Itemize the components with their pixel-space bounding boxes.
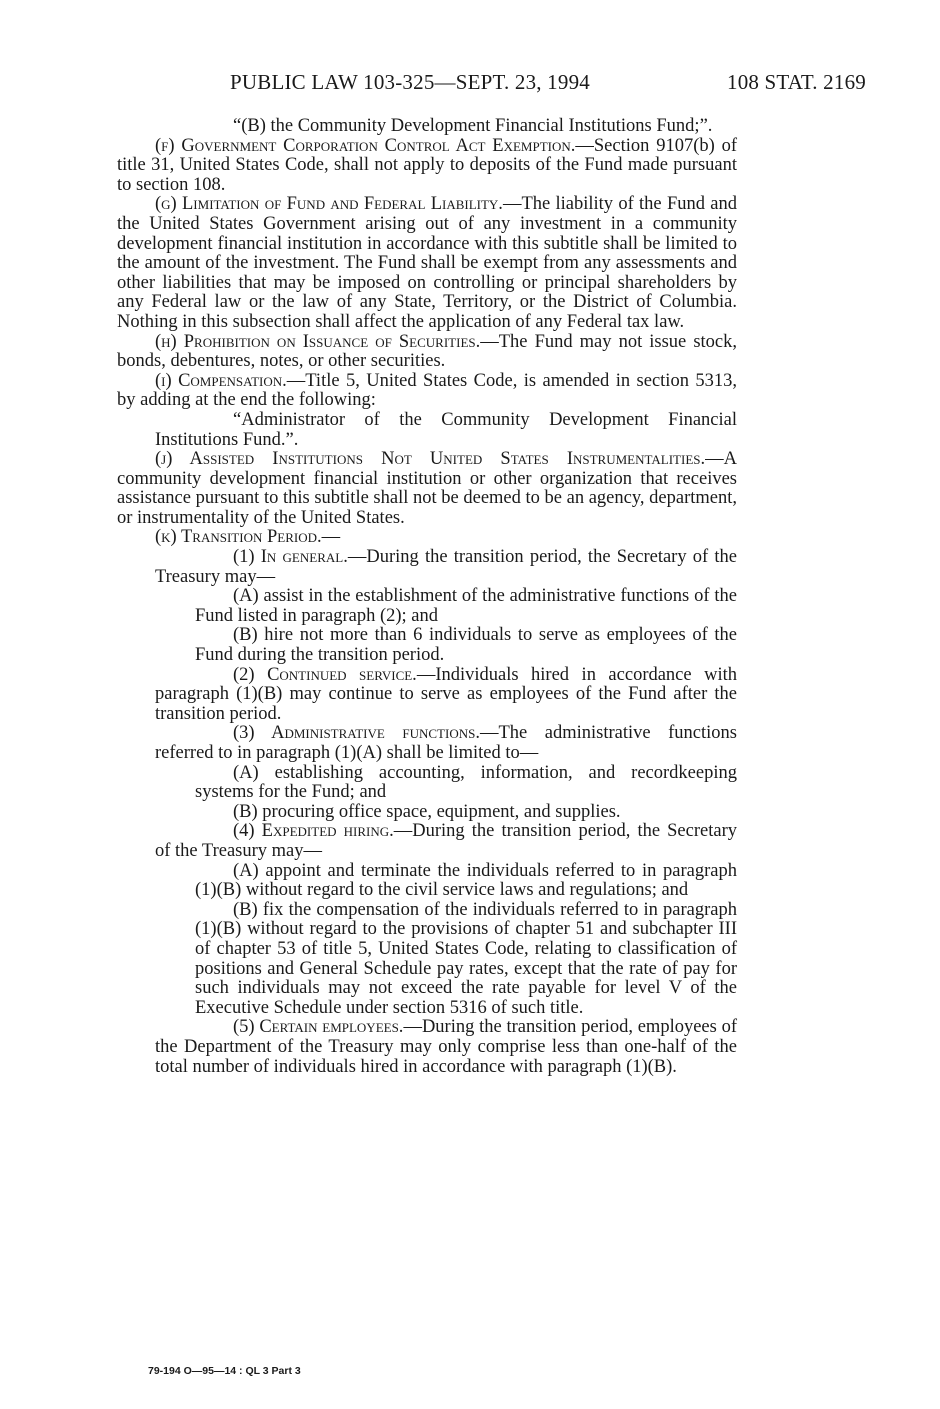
subsection-f-text: —Section 9107(b) of title 31, United States Code, shall not apply to deposits of the Fund made pursuant to section 108.	[117, 135, 737, 195]
paragraph-k3	[117, 724, 737, 763]
subsection-h	[117, 333, 737, 372]
paragraph-k3-text: —The administrative functions referred to in paragraph (1)(A) shall be limited to—	[155, 723, 738, 763]
subparagraph-k1a: (A) assist in the establishment of the administrative functions of the Fund listed in paragraph (2); and	[195, 586, 737, 626]
subparagraph-k4b: (B) fix the compensation of the individuals referred to in paragraph (1)(B) without regard to the provisions of chapter 51 and subchapter III of chapter 53 of title 5, United States Code, relating to classification of positions and General Schedule pay rates, except that the rate of pay for such individuals may not exceed the rate payable for level V of the Executive Schedule under section 5316 of such title.	[195, 899, 737, 1018]
subsection-h-text: —The Fund may not issue stock, bonds, debentures, notes, or other securities.	[117, 331, 737, 372]
subparagraph-k3b: (B) procuring office space, equipment, and supplies.	[233, 801, 621, 822]
paragraph-k1-text: —During the transition period, the Secretary of the Treasury may—	[155, 547, 737, 587]
paragraph-k2	[117, 666, 737, 725]
running-header-title: PUBLIC LAW 103-325—SEPT. 23, 1994	[230, 70, 590, 94]
subsection-g-text: —The liability of the Fund and the United States Government arising out of any investment in a community development financial institution in accordance with this subtitle shall be limited to the amount of the investment. The Fund shall be exempt from any assessments and other liabilities that may be imposed on controlling or principal shareholders by any Federal law or the law of any State, Territory, or the District of Columbia. Nothing in this subsection shall affect the application of any Federal tax law.	[117, 194, 737, 332]
subsection-i-quote: “Administrator of the Community Development Financial Institutions Fund.”.	[155, 409, 737, 450]
subsection-i-text: —Title 5, United States Code, is amended in section 5313, by adding at the end the following:	[117, 370, 737, 411]
paragraph-k4-heading: (4) Expedited hiring.	[233, 821, 394, 842]
subsection-f	[117, 137, 737, 196]
paragraph-k4	[117, 822, 737, 861]
paragraph-k2-heading: (2) Continued service.	[233, 664, 417, 685]
subsection-f-heading: (f) Government Corporation Control Act Exemption.	[155, 135, 576, 156]
page-stat-number: 108 STAT. 2169	[727, 70, 866, 94]
subsection-h-heading: (h) Prohibition on Issuance of Securities.	[155, 331, 481, 352]
paragraph-k5-text: —During the transition period, employees of the Department of the Treasury may only comprise less than one-half of the total number of individuals hired in accordance with paragraph (1)(B).	[155, 1017, 737, 1077]
paragraph-k1-heading: (1) In general.	[233, 547, 348, 568]
subsection-k	[117, 528, 737, 548]
paragraph-k2-text: —Individuals hired in accordance with paragraph (1)(B) may continue to serve as employees of the Fund after the transition period.	[155, 664, 737, 724]
print-job-footer: 79-194 O—95—14 : QL 3 Part 3	[148, 1365, 301, 1377]
paragraph-b-continuation: “(B) the Community Development Financial Institutions Fund;”.	[233, 116, 713, 136]
subsection-g	[117, 195, 737, 332]
subsection-j-text: —A community development financial institution or other organization that receives assistance pursuant to this subtitle shall not be deemed to be an agency, department, or instrumentality of the United States.	[117, 449, 737, 528]
paragraph-k5	[117, 1018, 737, 1077]
subsection-i-heading: (i) Compensation.	[155, 370, 287, 391]
subsection-g-heading: (g) Limitation of Fund and Federal Liability.	[155, 194, 503, 215]
paragraph-k3-heading: (3) Administrative functions.	[233, 723, 480, 744]
paragraph-k1	[117, 548, 737, 587]
subparagraph-k1b: (B) hire not more than 6 individuals to serve as employees of the Fund during the transition period.	[195, 625, 737, 666]
subsection-k-text: —	[321, 527, 341, 548]
paragraph-k5-heading: (5) Certain employees.	[233, 1017, 404, 1038]
subsection-i	[117, 372, 737, 411]
paragraph-k4-text: —During the transition period, the Secretary of the Treasury may—	[155, 821, 737, 861]
subsection-j-heading: (j) Assisted Institutions Not United States Instrumentalities.	[155, 449, 706, 470]
subparagraph-k3a: (A) establishing accounting, information, and recordkeeping systems for the Fund; and	[195, 762, 737, 803]
subsection-j	[117, 450, 737, 528]
subsection-k-heading: (k) Transition Period.	[155, 527, 322, 548]
subparagraph-k4a: (A) appoint and terminate the individuals referred to in paragraph (1)(B) without regard to the civil service laws and regulations; and	[195, 860, 737, 901]
statute-text	[117, 117, 737, 1077]
